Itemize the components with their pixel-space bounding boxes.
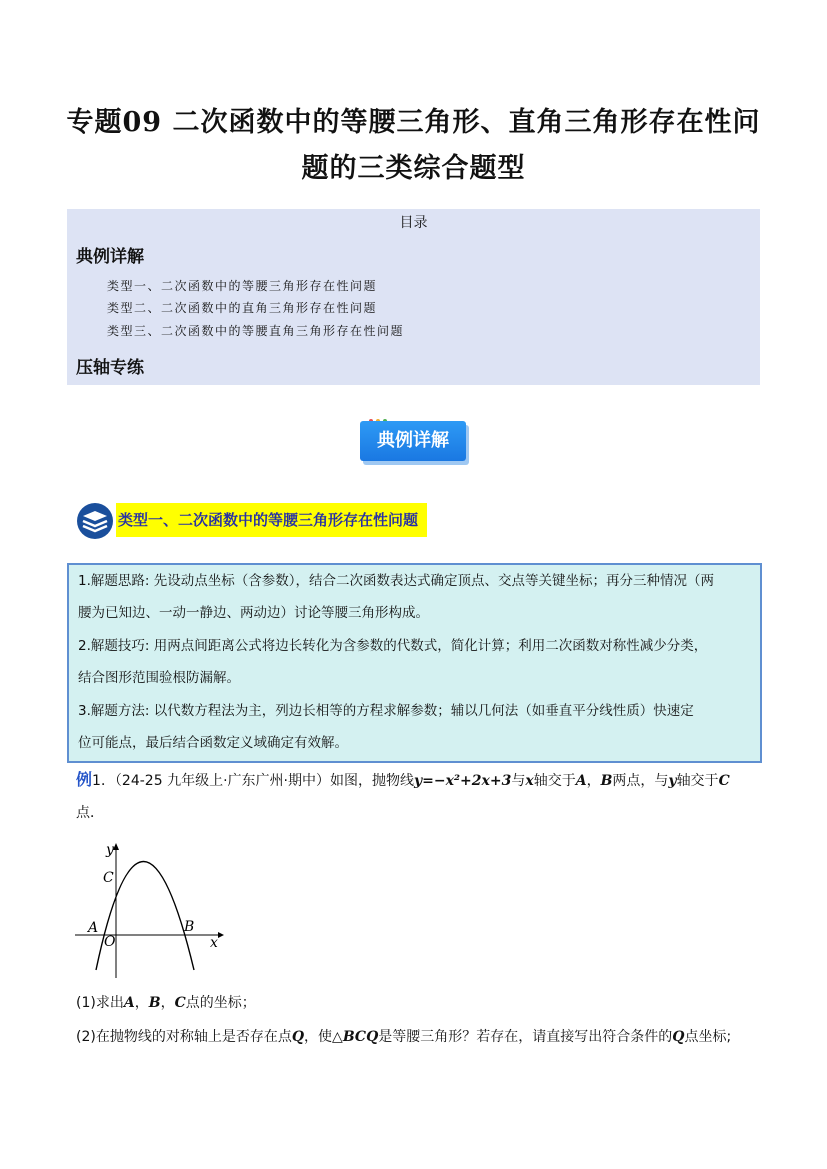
example-1-statement bbox=[76, 769, 730, 792]
point-a-label: A bbox=[88, 920, 99, 936]
toc-item-type-3[interactable]: 类型三、二次函数中的等腰直角三角形存在性问题 bbox=[107, 324, 405, 338]
point-b: B bbox=[148, 995, 161, 1011]
point-a: A bbox=[575, 773, 587, 789]
question-text: ， bbox=[134, 995, 149, 1011]
point-q: Q bbox=[291, 1029, 305, 1045]
example-text: 轴交于 bbox=[676, 773, 719, 789]
method-line-3: 2.解题技巧: 用两点间距离公式将边长转化为含参数的代数式，简化计算；利用二次函数对称性减少分类， bbox=[78, 638, 708, 654]
example-1-line-2: 点． bbox=[76, 805, 104, 821]
triangle-bcq: BCQ bbox=[342, 1029, 379, 1045]
question-2 bbox=[76, 1026, 731, 1046]
method-line-2: 腰为已知边、一动一静边、两动边）讨论等腰三角形构成。 bbox=[78, 605, 429, 621]
example-text: 两点，与 bbox=[612, 773, 669, 789]
question-text: 点坐标; bbox=[684, 1029, 732, 1045]
toc-item-type-1[interactable]: 类型一、二次函数中的等腰三角形存在性问题 bbox=[107, 279, 378, 293]
example-number: 1 bbox=[92, 773, 101, 789]
method-line-6: 位可能点，最后结合函数定义域确定有效解。 bbox=[78, 735, 348, 751]
type-1-heading: 类型一、二次函数中的等腰三角形存在性问题 bbox=[116, 503, 427, 537]
toc-section-practice[interactable]: 压轴专练 bbox=[76, 358, 144, 378]
method-summary-box bbox=[67, 563, 762, 763]
page-title bbox=[60, 100, 767, 192]
question-1 bbox=[76, 992, 256, 1012]
y-axis-label: y bbox=[106, 842, 114, 858]
x-axis-arrow bbox=[218, 932, 224, 938]
section-banner: 典例详解 bbox=[360, 421, 466, 461]
example-source: ．（24-25 九年级上·广东广州·期中）如图，抛物线 bbox=[100, 773, 414, 789]
question-text: ，使△ bbox=[304, 1029, 343, 1045]
point-c: C bbox=[174, 995, 186, 1011]
title-line-1: 专题09 二次函数中的等腰三角形、直角三角形存在性问 bbox=[66, 107, 761, 138]
question-text: (2)在抛物线的对称轴上是否存在点 bbox=[76, 1029, 292, 1045]
example-text: ， bbox=[586, 773, 601, 789]
method-line-1: 1.解题思路: 先设动点坐标（含参数），结合二次函数表达式确定顶点、交点等关键坐标；再分三种情况（两 bbox=[78, 573, 714, 589]
question-text: ， bbox=[160, 995, 175, 1011]
question-text: (1)求出 bbox=[76, 995, 124, 1011]
origin-label: O bbox=[104, 934, 116, 950]
x-axis-label: x bbox=[210, 935, 218, 951]
point-b-label: B bbox=[184, 919, 195, 935]
point-a: A bbox=[123, 995, 135, 1011]
question-text: 是等腰三角形？若存在，请直接写出符合条件的 bbox=[378, 1029, 673, 1045]
point-c: C bbox=[718, 773, 730, 789]
table-of-contents bbox=[67, 209, 760, 385]
book-stack-icon bbox=[75, 502, 115, 540]
x-variable: x bbox=[525, 773, 534, 789]
question-text: 点的坐标； bbox=[185, 995, 256, 1011]
example-text: 与 bbox=[511, 773, 526, 789]
method-line-4: 结合图形范围验根防漏解。 bbox=[78, 670, 240, 686]
point-c-label: C bbox=[103, 870, 114, 886]
parabola-graph bbox=[70, 838, 230, 983]
method-line-5: 3.解题方法: 以代数方程法为主，列边长相等的方程求解参数；辅以几何法（如垂直平分线性质）快速定 bbox=[78, 703, 694, 719]
parabola-equation: y=−x²+2x+3 bbox=[413, 773, 512, 789]
toc-heading: 目录 bbox=[399, 215, 428, 231]
point-q: Q bbox=[672, 1029, 685, 1045]
example-text: 轴交于 bbox=[533, 773, 576, 789]
point-b: B bbox=[600, 773, 613, 789]
toc-item-type-2[interactable]: 类型二、二次函数中的直角三角形存在性问题 bbox=[107, 301, 378, 315]
toc-section-examples[interactable]: 典例详解 bbox=[76, 247, 144, 267]
example-label: 例 bbox=[76, 770, 93, 789]
y-variable: y bbox=[668, 773, 677, 789]
title-line-2: 题的三类综合题型 bbox=[301, 153, 526, 184]
